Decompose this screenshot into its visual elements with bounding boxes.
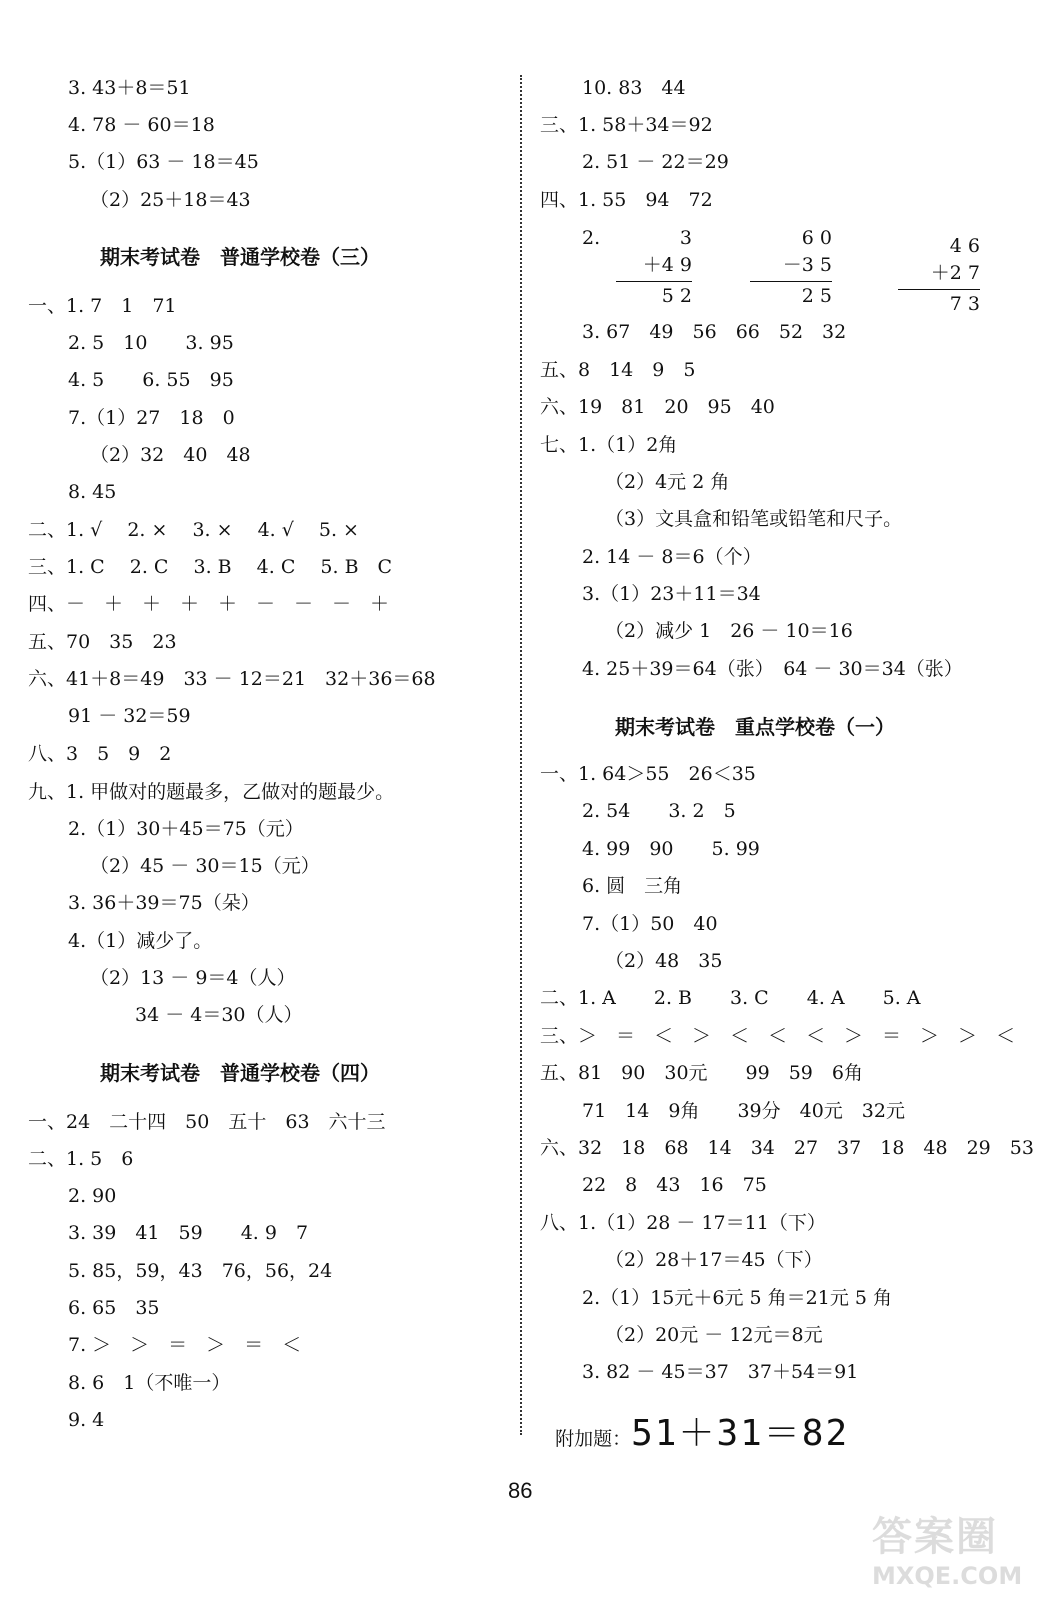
answer-line: 2. 51 － 22＝29 <box>582 151 729 173</box>
column-divider <box>520 75 522 1435</box>
answer-line: 三、1. 58＋34＝92 <box>540 114 713 136</box>
answer-line: 10. 83 44 <box>582 77 686 99</box>
answer-line: 一、1. 64＞55 26＜35 <box>540 763 756 785</box>
watermark-url: MXQE.COM <box>872 1562 1023 1590</box>
answer-line: 5.（1）63 － 18＝45 <box>68 151 259 173</box>
calc-row: 7 3 <box>949 293 980 315</box>
vertical-calculation <box>616 225 692 310</box>
vertical-calculation <box>898 233 980 318</box>
answer-line: 7. ＞ ＞ ＝ ＞ ＝ ＜ <box>68 1334 302 1356</box>
answer-line: （2）25＋18＝43 <box>90 189 251 211</box>
answer-line: 2. <box>582 227 601 249</box>
answer-line: 六、41＋8＝49 33 － 12＝21 32＋36＝68 <box>28 668 436 690</box>
answer-line: 3. 36＋39＝75（朵） <box>68 892 260 914</box>
calc-row: ＋2 7 <box>930 262 980 284</box>
bonus-question <box>543 1398 850 1454</box>
answer-line: 2. 5 10 3. 95 <box>68 332 234 354</box>
answer-line: （2）28＋17＝45（下） <box>605 1249 823 1271</box>
answer-line: 四、1. 55 94 72 <box>540 189 713 211</box>
section-heading: 期末考试卷 普通学校卷（三） <box>100 245 380 269</box>
answer-line: 一、1. 7 1 71 <box>28 295 177 317</box>
answer-line: 三、＞ ＝ ＜ ＞ ＜ ＜ ＜ ＞ ＝ ＞ ＞ ＜ <box>540 1025 1016 1047</box>
answer-line: 七、1.（1）2角 <box>540 434 678 456</box>
answer-line: 2. 14 － 8＝6（个） <box>582 546 762 568</box>
answer-line: 3.（1）23＋11＝34 <box>582 583 761 605</box>
answer-line: 4.（1）减少了。 <box>68 930 213 952</box>
answer-line: 8. 45 <box>68 481 117 503</box>
calc-row: 4 6 <box>949 235 980 257</box>
answer-line: 34 － 4＝30（人） <box>135 1004 303 1026</box>
answer-line: 9. 4 <box>68 1409 105 1431</box>
answer-line: 7.（1）50 40 <box>582 913 718 935</box>
answer-line: （2）48 35 <box>605 950 723 972</box>
answer-line: 六、32 18 68 14 34 27 37 18 48 29 53 <box>540 1137 1034 1159</box>
answer-line: 4. 78 － 60＝18 <box>68 114 215 136</box>
calc-row: 2 5 <box>801 285 832 307</box>
answer-line: （3）文具盒和铅笔或铅笔和尺子。 <box>605 508 903 530</box>
answer-line: 一、24 二十四 50 五十 63 六十三 <box>28 1111 386 1133</box>
watermark-title: 答案圈 <box>872 1514 998 1560</box>
answer-line: 6. 65 35 <box>68 1297 160 1319</box>
answer-line: 三、1. C 2. C 3. B 4. C 5. B C <box>28 556 393 578</box>
answer-line: （2）32 40 48 <box>90 444 251 466</box>
answer-line: 二、1. A 2. B 3. C 4. A 5. A <box>540 987 921 1009</box>
answer-line: 22 8 43 16 75 <box>582 1174 767 1196</box>
answer-line: 五、81 90 30元 99 59 6角 <box>540 1062 863 1084</box>
answer-line: 五、70 35 23 <box>28 631 177 653</box>
answer-line: 八、1.（1）28 － 17＝11（下） <box>540 1212 826 1234</box>
bonus-label: 附加题： <box>555 1428 632 1450</box>
section-heading: 期末考试卷 重点学校卷（一） <box>615 715 895 739</box>
answer-line: 2. 90 <box>68 1185 117 1207</box>
answer-line: 五、8 14 9 5 <box>540 359 696 381</box>
answer-line: （2）4元 2 角 <box>605 471 730 493</box>
answer-line: 71 14 9角 39分 40元 32元 <box>582 1100 905 1122</box>
answer-line: 8. 6 1（不唯一） <box>68 1372 231 1394</box>
answer-line: 7.（1）27 18 0 <box>68 407 235 429</box>
calc-row: －3 5 <box>782 254 832 276</box>
answer-line: 3. 39 41 59 4. 9 7 <box>68 1222 309 1244</box>
answer-line: 6. 圆 三角 <box>582 875 683 897</box>
answer-line: 二、1. 5 6 <box>28 1148 134 1170</box>
answer-line: 3. 82 － 45＝37 37＋54＝91 <box>582 1361 859 1383</box>
answer-line: （2）13 － 9＝4（人） <box>90 967 296 989</box>
calc-rule <box>898 289 980 290</box>
answer-line: 4. 5 6. 55 95 <box>68 369 234 391</box>
answer-line: 九、1. 甲做对的题最多，乙做对的题最少。 <box>28 781 395 803</box>
answer-line: 八、3 5 9 2 <box>28 743 172 765</box>
page-number: 86 <box>508 1478 533 1503</box>
section-heading: 期末考试卷 普通学校卷（四） <box>100 1061 380 1085</box>
bonus-answer: 51＋31＝82 <box>631 1413 850 1454</box>
answer-line: 六、19 81 20 95 40 <box>540 396 775 418</box>
answer-line: （2）20元 － 12元＝8元 <box>605 1324 823 1346</box>
answer-line: 2.（1）15元＋6元 5 角＝21元 5 角 <box>582 1287 892 1309</box>
answer-line: 2.（1）30＋45＝75（元） <box>68 818 304 840</box>
calc-row: 5 2 <box>661 285 692 307</box>
answer-line: 4. 99 90 5. 99 <box>582 838 760 860</box>
calc-row: ＋4 9 <box>642 254 692 276</box>
vertical-calculation <box>750 225 832 310</box>
answer-line: 四、－ ＋ ＋ ＋ ＋ － － － ＋ <box>28 593 390 615</box>
answer-line: 二、1. √ 2. × 3. × 4. √ 5. × <box>28 519 359 541</box>
answer-line: 3. 43＋8＝51 <box>68 77 191 99</box>
calc-row: 3 <box>679 227 692 249</box>
answer-line: 2. 54 3. 2 5 <box>582 800 736 822</box>
answer-line: （2）45 － 30＝15（元） <box>90 855 320 877</box>
answer-line: （2）减少 1 26 － 10＝16 <box>605 620 853 642</box>
calc-rule <box>750 281 832 282</box>
calc-row: 6 0 <box>801 227 832 249</box>
answer-line: 91 － 32＝59 <box>68 705 191 727</box>
answer-line: 4. 25＋39＝64（张） 64 － 30＝34（张） <box>582 658 963 680</box>
answer-line: 3. 67 49 56 66 52 32 <box>582 321 847 343</box>
watermark-logo <box>872 1505 1042 1595</box>
calc-rule <box>616 281 692 282</box>
answer-line: 5. 85，59，43 76，56，24 <box>68 1260 333 1282</box>
